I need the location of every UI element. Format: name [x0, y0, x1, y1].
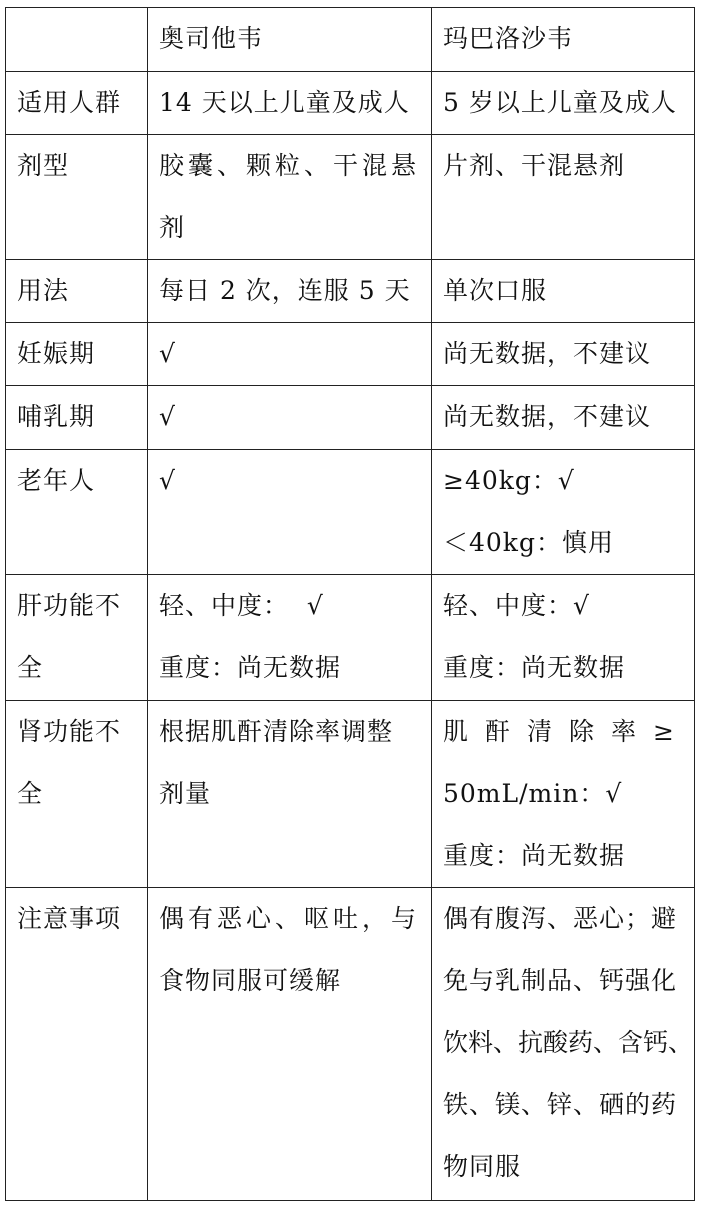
cell-line: 片剂、干混悬剂 [443, 151, 626, 180]
header-cell-baloxavir: 玛巴洛沙韦 [432, 8, 695, 72]
row-label: 适用人群 [6, 72, 148, 135]
cell-line: 尚无数据，不建议 [443, 402, 652, 431]
cell-oseltamivir [148, 701, 432, 888]
cell-oseltamivir [148, 386, 432, 450]
row-label: 哺乳期 [6, 386, 148, 450]
cell-oseltamivir [148, 135, 432, 260]
cell-line: 每日 2 次，连服 5 天 [159, 276, 411, 305]
comparison-table [5, 7, 695, 1201]
check-mark: √ [159, 339, 176, 368]
cell-line: 铁、镁、锌、硒的药 [443, 1090, 678, 1119]
row-label-line: 全 [17, 779, 44, 808]
cell-line: 物同服 [443, 1152, 522, 1181]
header-cell-oseltamivir: 奥司他韦 [148, 8, 432, 72]
row-label-line: 全 [17, 653, 44, 682]
check-mark: √ [159, 402, 176, 431]
cell-line: ＜40kg：慎用 [443, 528, 614, 557]
cell-oseltamivir [148, 72, 432, 135]
cell-line: 剂量 [159, 779, 212, 808]
cell-line: 肌酐清除率≥ [443, 717, 691, 746]
table-row-lactation [6, 386, 695, 450]
row-label: 老年人 [6, 450, 148, 575]
cell-baloxavir [432, 323, 695, 386]
table-row-elderly [6, 450, 695, 575]
table-row-renal [6, 701, 695, 888]
cell-baloxavir [432, 701, 695, 888]
cell-oseltamivir [148, 323, 432, 386]
cell-baloxavir [432, 888, 695, 1201]
cell-line: 50mL/min：√ [443, 779, 623, 808]
cell-line: 5 岁以上儿童及成人 [443, 88, 677, 117]
cell-line: 单次口服 [443, 276, 548, 305]
table-row-usage [6, 260, 695, 323]
cell-oseltamivir [148, 450, 432, 575]
cell-line: 轻、中度： √ [159, 591, 324, 620]
cell-line: ≥40kg：√ [443, 466, 575, 495]
cell-oseltamivir [148, 260, 432, 323]
cell-line: 重度：尚无数据 [443, 841, 626, 870]
row-label: 注意事项 [6, 888, 148, 1201]
cell-line: 偶有恶心、呕吐，与 [159, 904, 421, 933]
row-label [6, 575, 148, 701]
row-label [6, 701, 148, 888]
cell-line: 剂 [159, 213, 186, 242]
table-row-hepatic [6, 575, 695, 701]
cell-oseltamivir [148, 575, 432, 701]
cell-line: 食物同服可缓解 [159, 966, 342, 995]
table-header-row [6, 8, 695, 72]
row-label-line: 肾功能不 [17, 717, 122, 746]
cell-baloxavir [432, 260, 695, 323]
cell-line: 胶囊、颗粒、干混悬 [159, 151, 421, 180]
cell-line: 根据肌酐清除率调整 [159, 717, 394, 746]
cell-line: 免与乳制品、钙强化 [443, 966, 678, 995]
cell-line: 重度：尚无数据 [159, 653, 342, 682]
row-label: 用法 [6, 260, 148, 323]
cell-baloxavir [432, 575, 695, 701]
cell-baloxavir [432, 135, 695, 260]
table-row-dosage-form [6, 135, 695, 260]
table-row-pregnancy [6, 323, 695, 386]
cell-baloxavir [432, 386, 695, 450]
header-cell-blank [6, 8, 148, 72]
cell-line: 重度：尚无数据 [443, 653, 626, 682]
row-label: 妊娠期 [6, 323, 148, 386]
table-row-population [6, 72, 695, 135]
cell-line: 14 天以上儿童及成人 [159, 88, 410, 117]
cell-line: 饮料、抗酸药、含钙、 [443, 1028, 694, 1057]
cell-line: 偶有腹泻、恶心；避 [443, 904, 678, 933]
cell-line: 轻、中度：√ [443, 591, 590, 620]
row-label-line: 肝功能不 [17, 591, 122, 620]
cell-baloxavir [432, 450, 695, 575]
cell-oseltamivir [148, 888, 432, 1201]
cell-line: 尚无数据，不建议 [443, 339, 652, 368]
cell-baloxavir [432, 72, 695, 135]
row-label: 剂型 [6, 135, 148, 260]
table-row-notes [6, 888, 695, 1201]
check-mark: √ [159, 466, 176, 495]
